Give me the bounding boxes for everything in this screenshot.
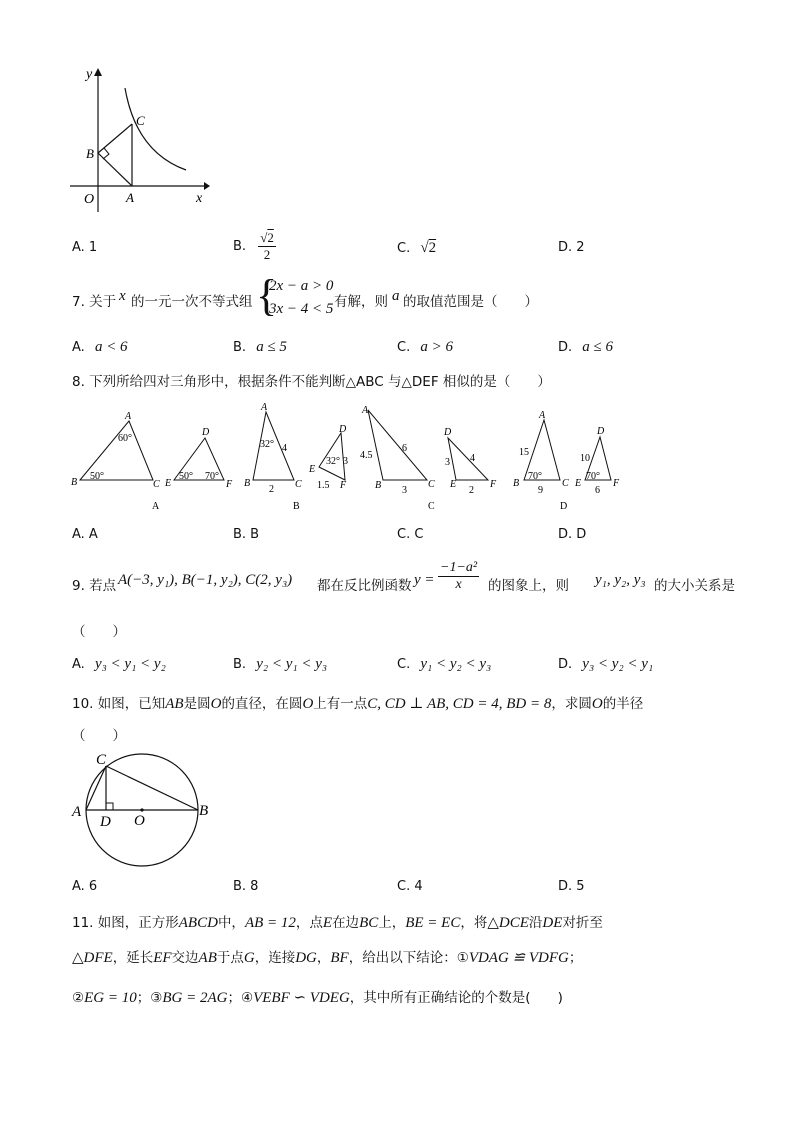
fig-b-F: F: [340, 480, 347, 491]
q6-b-sqrt: 2: [267, 230, 274, 245]
q11-tri1: △DCE: [487, 915, 529, 931]
q11-l1d: 在边: [332, 915, 360, 931]
fig-a-A: A: [125, 411, 132, 422]
q9-option-d[interactable]: [558, 656, 653, 673]
fig-b-E: E: [309, 464, 316, 475]
q8-stem: 8. 下列所给四对三角形中，根据条件不能判断△ABC 与△DEF 相似的是（ ）: [72, 374, 551, 390]
q7-option-b[interactable]: [233, 339, 287, 356]
fig-d-C: C: [562, 478, 569, 489]
fig-a-B: B: [71, 477, 78, 488]
q8-option-b[interactable]: B. B: [233, 527, 260, 542]
q11-bc: BC: [359, 915, 379, 931]
q10-mid1: 是圆: [183, 696, 211, 712]
fig-b-group: B: [293, 501, 300, 512]
q8-fig-d: [513, 410, 620, 512]
fig-b-angA: 32°: [260, 439, 274, 450]
label-O: O: [84, 192, 95, 207]
q11-c2: EG = 10: [84, 990, 137, 1006]
q10-option-c[interactable]: C. 4: [397, 879, 423, 894]
fig-c-F: F: [490, 479, 497, 490]
q11-l1g: 沿: [528, 915, 543, 931]
q11-l2a: ，延长: [112, 950, 154, 966]
q6-option-a[interactable]: A. 1: [72, 240, 98, 255]
fig-d-B: B: [513, 478, 520, 489]
q7-option-a[interactable]: [72, 339, 128, 356]
fig-a-angB: 50°: [90, 471, 104, 482]
q7-var: x: [119, 288, 126, 304]
q10-label-O: O: [134, 813, 145, 829]
fig-b-angD: 32°: [326, 456, 340, 467]
q11-be: BE = EC: [405, 915, 461, 931]
q6-c-sqrt: 2: [428, 240, 437, 256]
q11-bf: BF: [330, 950, 349, 966]
q7-d-math: a ≤ 6: [582, 339, 614, 355]
q10-option-a[interactable]: A. 6: [72, 879, 98, 894]
q11-l1c: ，点: [295, 915, 323, 931]
q7-option-d[interactable]: [558, 339, 613, 356]
q6-option-c[interactable]: [397, 240, 436, 257]
q10-prefix: 10. 如图，已知: [72, 696, 166, 712]
fig-d-group: D: [560, 501, 568, 512]
fig-a-F: F: [226, 479, 233, 490]
q9-mid: 都在反比例函数: [317, 578, 412, 594]
q9-c-math: y₁ < y₂ < y₃: [420, 656, 492, 672]
q10-circ3: O: [591, 696, 603, 712]
q9-func-frac: [438, 560, 479, 593]
fig-d-angE: 70°: [586, 471, 600, 482]
q6-b-den: 2: [263, 247, 271, 262]
q11-l3-end: ，其中所有正确结论的个数是( ): [349, 990, 563, 1006]
q11-l1f: ，将: [460, 915, 488, 931]
q9-d-math: y₃ < y₂ < y₁: [582, 656, 654, 672]
q11-c1: VDAG ≌ VDFG: [468, 950, 569, 966]
fig-b-C: C: [295, 479, 302, 490]
q7-c-label: C.: [397, 340, 411, 355]
q6-option-c-math: √2: [420, 240, 437, 256]
q8-option-d[interactable]: D. D: [558, 527, 587, 542]
q10-figure: [70, 748, 220, 868]
q7-ineq1: 2x − a > 0: [269, 278, 334, 294]
q10-seg: AB: [165, 696, 184, 712]
q11-tri2: △DFE: [72, 950, 113, 966]
label-A: A: [126, 190, 134, 205]
fig-d-F: F: [613, 478, 620, 489]
q7-param: a: [392, 288, 400, 304]
fig-c-sideDF: 4: [470, 453, 475, 464]
q11-l1h: 对折至: [562, 915, 603, 931]
fig-d-sideBC: 9: [538, 485, 543, 496]
fig-a-E: E: [165, 478, 172, 489]
q11-l2g: ；: [568, 950, 583, 966]
fig-a-D: D: [202, 427, 210, 438]
q9-func-den: x: [455, 577, 462, 592]
q6-option-b-label: B.: [233, 239, 247, 254]
q9-suffix: 的图象上，则: [488, 578, 569, 594]
q10-paren: （ ）: [72, 728, 126, 744]
q7-suffix2: 的取值范围是（ ）: [403, 294, 538, 310]
q10-mid3: 上有一点: [313, 696, 368, 712]
q9-d-label: D.: [558, 657, 573, 672]
q6-figure: [70, 62, 210, 212]
q11-ab: AB = 12: [244, 915, 296, 931]
q10-mid4: ，求圆: [551, 696, 592, 712]
fig-c-group: C: [428, 501, 435, 512]
q11-e: E: [322, 915, 333, 931]
label-C: C: [136, 113, 145, 128]
q10-option-b[interactable]: B. 8: [233, 879, 259, 894]
fig-c-sideDE: 3: [445, 457, 450, 468]
fig-b-sideAC: 4: [282, 443, 287, 454]
q7-d-label: D.: [558, 340, 573, 355]
fig-b-sideBC: 2: [269, 484, 274, 495]
q8-figures: [68, 400, 638, 515]
q8-option-a[interactable]: A. A: [72, 527, 98, 542]
q11-sq: ABCD: [178, 915, 218, 931]
q7-option-c[interactable]: [397, 339, 453, 356]
q7-brace: {: [256, 271, 278, 320]
q11-l1b: 中，: [217, 915, 245, 931]
q9-option-b[interactable]: [233, 656, 327, 673]
q6-option-b-frac: $\frac{√2}{2}$: [260, 230, 274, 262]
q11-l1e: 上，: [378, 915, 406, 931]
fig-c-sideBC: 3: [402, 485, 407, 496]
fig-c-sideAC: 6: [402, 443, 407, 454]
q9-suffix2: 的大小关系是: [654, 578, 735, 594]
q11-c3: BG = 2AG: [162, 990, 228, 1006]
q9-option-a[interactable]: [72, 656, 166, 673]
q9-func-lhs: y =: [414, 572, 435, 588]
q9-points: A(−3, y₁), B(−1, y₂), C(2, y₃): [118, 572, 293, 588]
q11-de: DE: [542, 915, 563, 931]
q9-c-label: C.: [397, 657, 411, 672]
label-y: y: [86, 67, 93, 82]
q11-line1: [72, 911, 603, 932]
q10-circ: O: [210, 696, 222, 712]
q11-l2b: 交边: [171, 950, 199, 966]
fig-b-A: A: [261, 402, 268, 413]
q11-c4: VEBF ∽ VDEG: [253, 990, 350, 1006]
q11-l2d: ，连接: [254, 950, 296, 966]
fig-d-E: E: [575, 478, 582, 489]
fig-a-angA: 60°: [118, 433, 132, 444]
q7-prefix: 7. 关于: [72, 294, 117, 310]
q9-vars: y₁, y₂, y₃: [595, 572, 646, 588]
q9-a-math: y₃ < y₁ < y₂: [94, 656, 166, 672]
fig-d-angB: 70°: [528, 471, 542, 482]
q10-stem: [72, 692, 643, 713]
fig-c-sideEF: 2: [469, 485, 474, 496]
q10-circ2: O: [302, 696, 314, 712]
q11-ef: EF: [153, 950, 172, 966]
q11-l1a: 11. 如图，正方形: [72, 915, 179, 931]
q10-cond: C, CD ⊥ AB, CD = 4, BD = 8: [367, 696, 552, 712]
fig-a-angF: 70°: [205, 471, 219, 482]
q11-l2c: 于点: [216, 950, 244, 966]
q10-label-B: B: [199, 803, 209, 819]
q11-c4-mark: ；④: [227, 990, 254, 1006]
fig-c-B: B: [375, 480, 382, 491]
q8-fig-a: [71, 411, 233, 512]
q10-label-A: A: [72, 804, 82, 820]
fig-c-sideAB: 4.5: [360, 450, 373, 461]
q7-c-math: a > 6: [420, 339, 453, 355]
fig-c-D: D: [444, 427, 452, 438]
q11-l2e: ，: [316, 950, 331, 966]
q9-paren: （ ）: [72, 624, 126, 640]
fig-b-D: D: [339, 424, 347, 435]
q8-fig-b: [244, 402, 348, 512]
fig-a-angE: 50°: [179, 471, 193, 482]
fig-d-sideAB: 15: [519, 447, 529, 458]
q7-a-label: A.: [72, 340, 85, 355]
q7-b-math: a ≤ 5: [256, 339, 287, 355]
q10-mid2: 的直径，在圆: [221, 696, 303, 712]
q6-option-b[interactable]: [233, 230, 276, 263]
q7-ineq2: 3x − 4 < 5: [269, 301, 334, 317]
q9-b-math: y₂ < y₁ < y₃: [256, 656, 328, 672]
q7-b-label: B.: [233, 340, 247, 355]
q9-stem: [72, 560, 735, 602]
q10-option-d[interactable]: D. 5: [558, 879, 585, 894]
q9-a-label: A.: [72, 657, 85, 672]
q10-suffix: 的半径: [602, 696, 644, 712]
q7-suffix1: 有解，则: [334, 294, 388, 310]
fig-b-B: B: [244, 478, 251, 489]
fig-c-A: A: [362, 405, 369, 416]
fig-c-E: E: [450, 479, 457, 490]
label-x: x: [196, 191, 203, 206]
q7-a-math: a < 6: [94, 339, 128, 355]
q9-b-label: B.: [233, 657, 247, 672]
q9-func-num: −1−a²: [440, 560, 478, 575]
q11-line2: [72, 946, 582, 967]
label-B: B: [86, 146, 94, 161]
q8-option-c[interactable]: C. C: [397, 527, 424, 542]
q11-l2f: ，给出以下结论：①: [348, 950, 469, 966]
q9-prefix: 9. 若点: [72, 578, 117, 594]
q11-c2-mark: ②: [72, 990, 85, 1006]
q9-option-c[interactable]: [397, 656, 491, 673]
fig-b-sideDF: 3: [343, 456, 348, 467]
fig-d-A: A: [539, 410, 546, 421]
q10-label-C: C: [96, 752, 107, 768]
q8-fig-c: [360, 405, 497, 512]
q7-mid: 的一元一次不等式组: [131, 294, 253, 310]
fig-b-sideEF: 1.5: [317, 480, 330, 491]
q6-option-c-label: C.: [397, 241, 411, 256]
q10-label-D: D: [100, 814, 111, 830]
fig-d-sideDE: 10: [580, 453, 590, 464]
q11-dg: DG: [295, 950, 317, 966]
fig-d-sideEF: 6: [595, 485, 600, 496]
q11-g: G: [243, 950, 255, 966]
q11-ab2: AB: [198, 950, 217, 966]
q11-c3-mark: ；③: [136, 990, 163, 1006]
q11-line3: [72, 986, 563, 1007]
q6-option-d[interactable]: D. 2: [558, 240, 585, 255]
fig-c-C: C: [428, 479, 435, 490]
fig-d-D: D: [597, 426, 605, 437]
fig-a-C: C: [153, 479, 160, 490]
fig-a-group: A: [152, 501, 160, 512]
